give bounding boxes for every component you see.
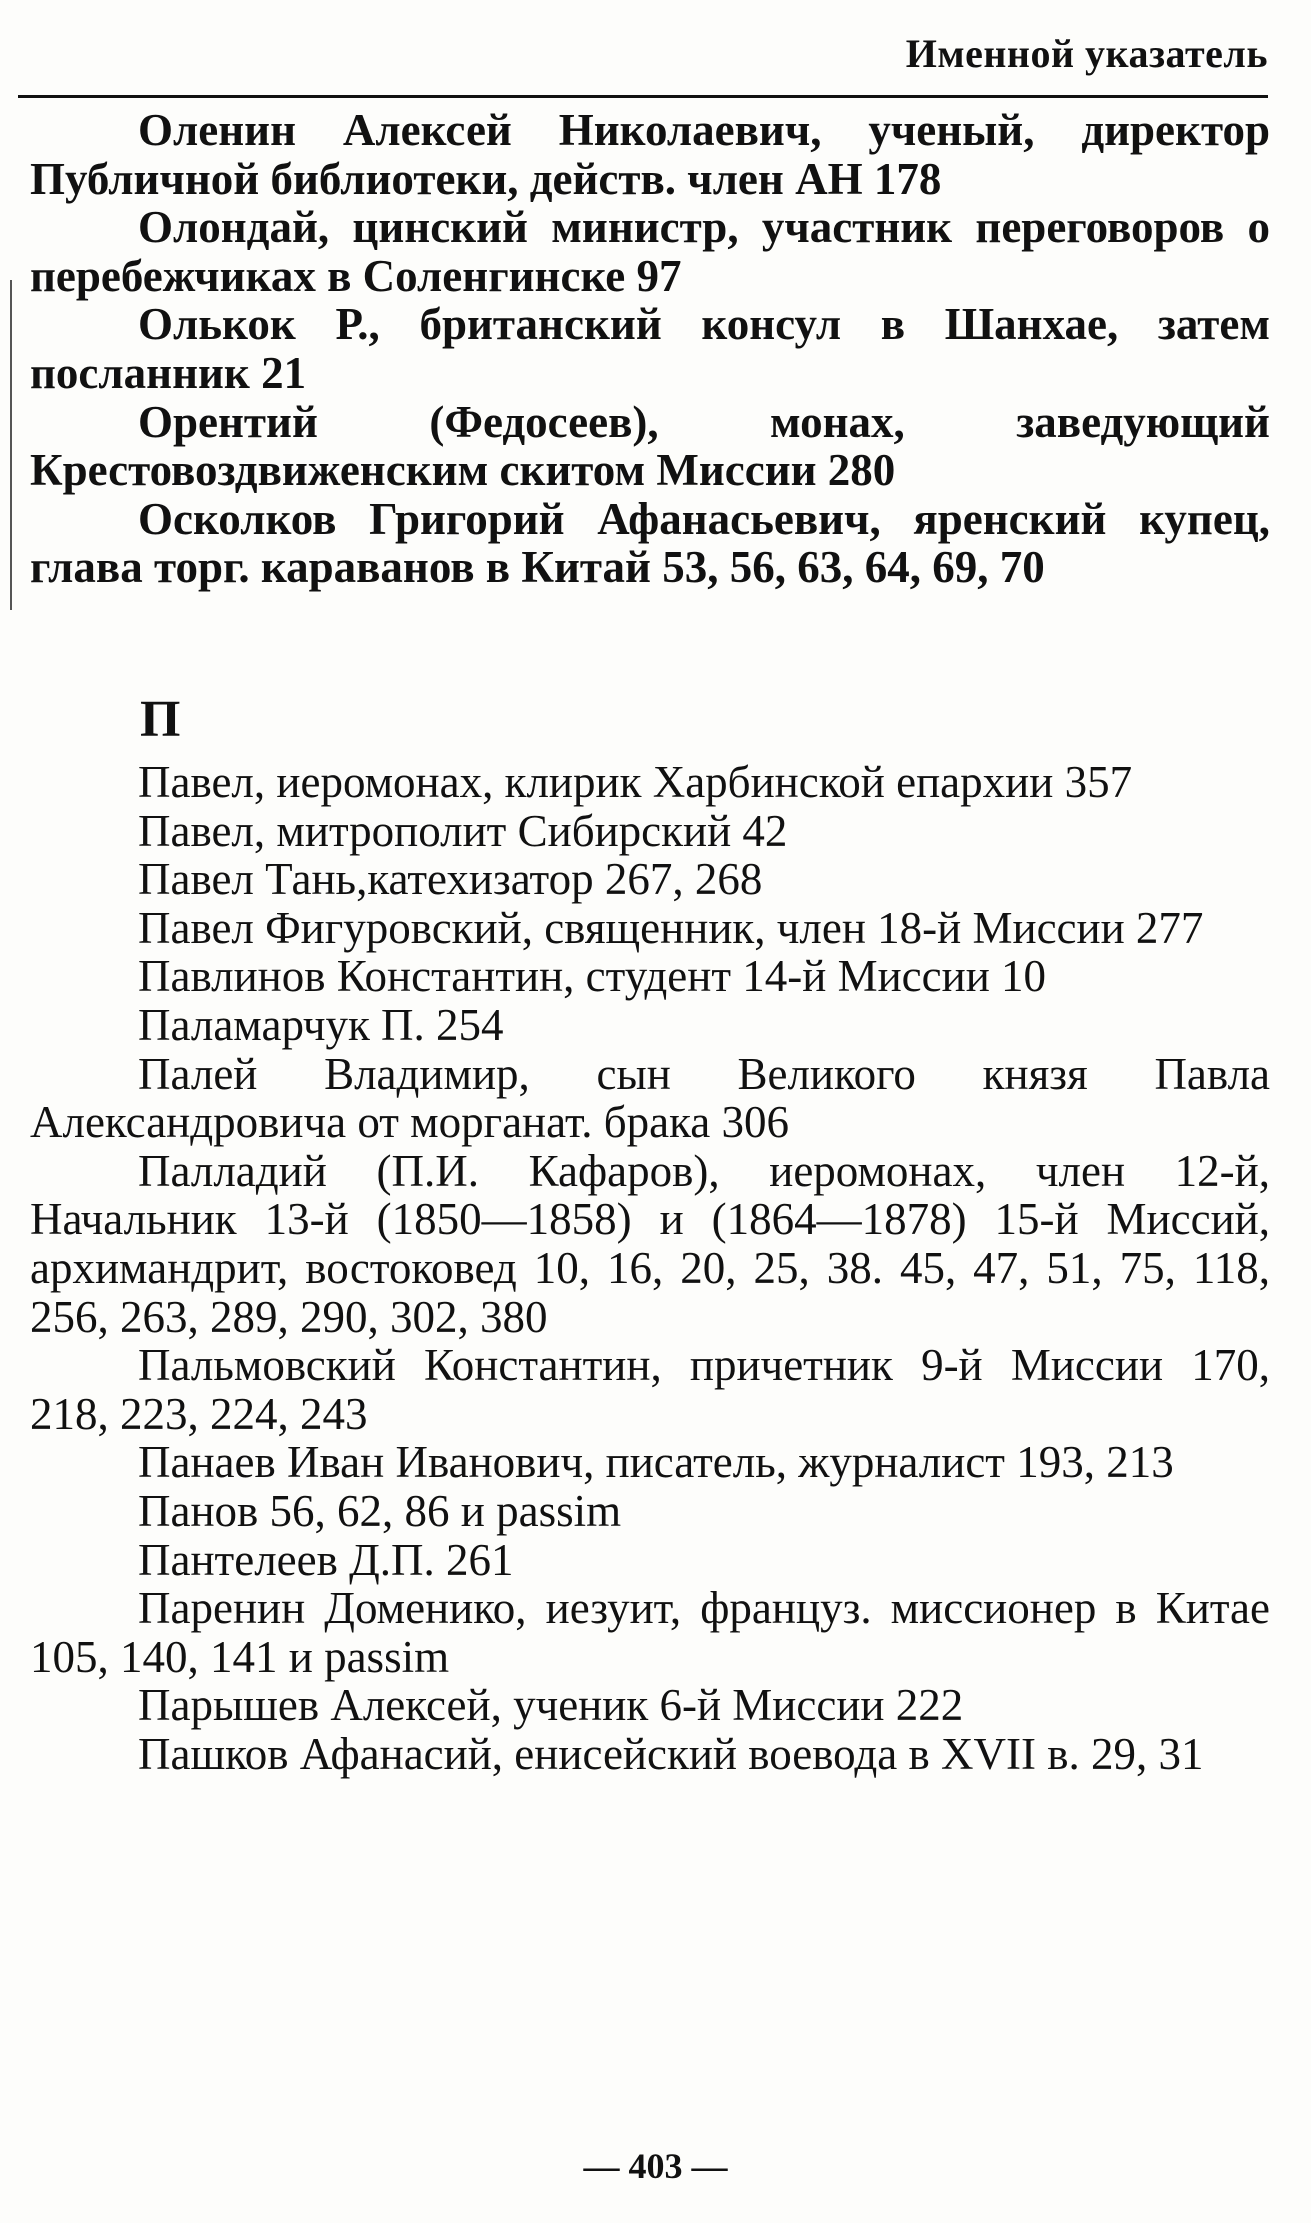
index-entry: Павлинов Константин, студент 14-й Миссии 10 (138, 951, 1047, 1002)
index-entry: Павел Тань,катехизатор 267, 268 (138, 854, 763, 905)
section-letter: П (140, 691, 181, 748)
index-entry: Паламарчук П. 254 (138, 999, 504, 1050)
index-entry: Панов 56, 62, 86 и passim (138, 1485, 622, 1536)
index-entry: Олькок Р., британский консул в Шанхае, затем посланник 21 (30, 299, 1270, 398)
index-entry: Павел Фигуровский, священник, член 18-й Миссии 277 (138, 902, 1204, 953)
index-entry: Олондай, цинский министр, участник переговоров о перебежчиках в Соленгинске 97 (30, 202, 1270, 301)
index-entry: Панаев Иван Иванович, писатель, журналист 193, 213 (138, 1437, 1174, 1488)
index-entry: Пашков Афанасий, енисейский воевода в XVII в. 29, 31 (138, 1728, 1204, 1779)
index-entry: Палей Владимир, сын Великого князя Павла Александровича от морганат. брака 306 (30, 1048, 1270, 1148)
index-entry: Павел, митрополит Сибирский 42 (138, 805, 788, 856)
index-entry: Пальмовский Константин, причетник 9-й Миссии 170, 218, 223, 224, 243 (30, 1340, 1270, 1439)
index-entry: Палладий (П.И. Кафаров), иеромонах, член 12-й, Начальник 13-й (1850—1858) и (1864—1878) 15-й Миссий, архимандрит, востоковед 10, 16, 20, 25, 38. 45, 47, 51, 75, 118, 256, 263, 289, 290, 302, 380 (30, 1145, 1270, 1342)
index-entry: Пантелеев Д.П. 261 (138, 1534, 514, 1585)
index-entry: Оленин Алексей Николаевич, ученый, директор Публичной библиотеки, действ. член АН 178 (30, 105, 1270, 204)
running-header: Именной указатель (905, 31, 1268, 76)
index-entry: Орентий (Федосеев), монах, заведующий Крестовоздвиженским скитом Миссии 280 (30, 396, 1270, 496)
header-rule (18, 95, 1268, 98)
page-number: — 403 — (583, 2146, 728, 2186)
margin-pencil-mark (10, 280, 12, 610)
index-entries-p (30, 758, 1270, 1778)
index-entries-o (30, 106, 1270, 592)
index-entry: Павел, иеромонах, клирик Харбинской епархии 357 (138, 757, 1133, 807)
index-entry: Парышев Алексей, ученик 6-й Миссии 222 (138, 1680, 964, 1731)
index-entry: Осколков Григорий Афанасьевич, яренский купец, глава торг. караванов в Китай 53, 56, 63, 64, 69, 70 (30, 493, 1270, 593)
index-entry: Паренин Доменико, иезуит, француз. миссионер в Китае 105, 140, 141 и passim (30, 1583, 1270, 1682)
